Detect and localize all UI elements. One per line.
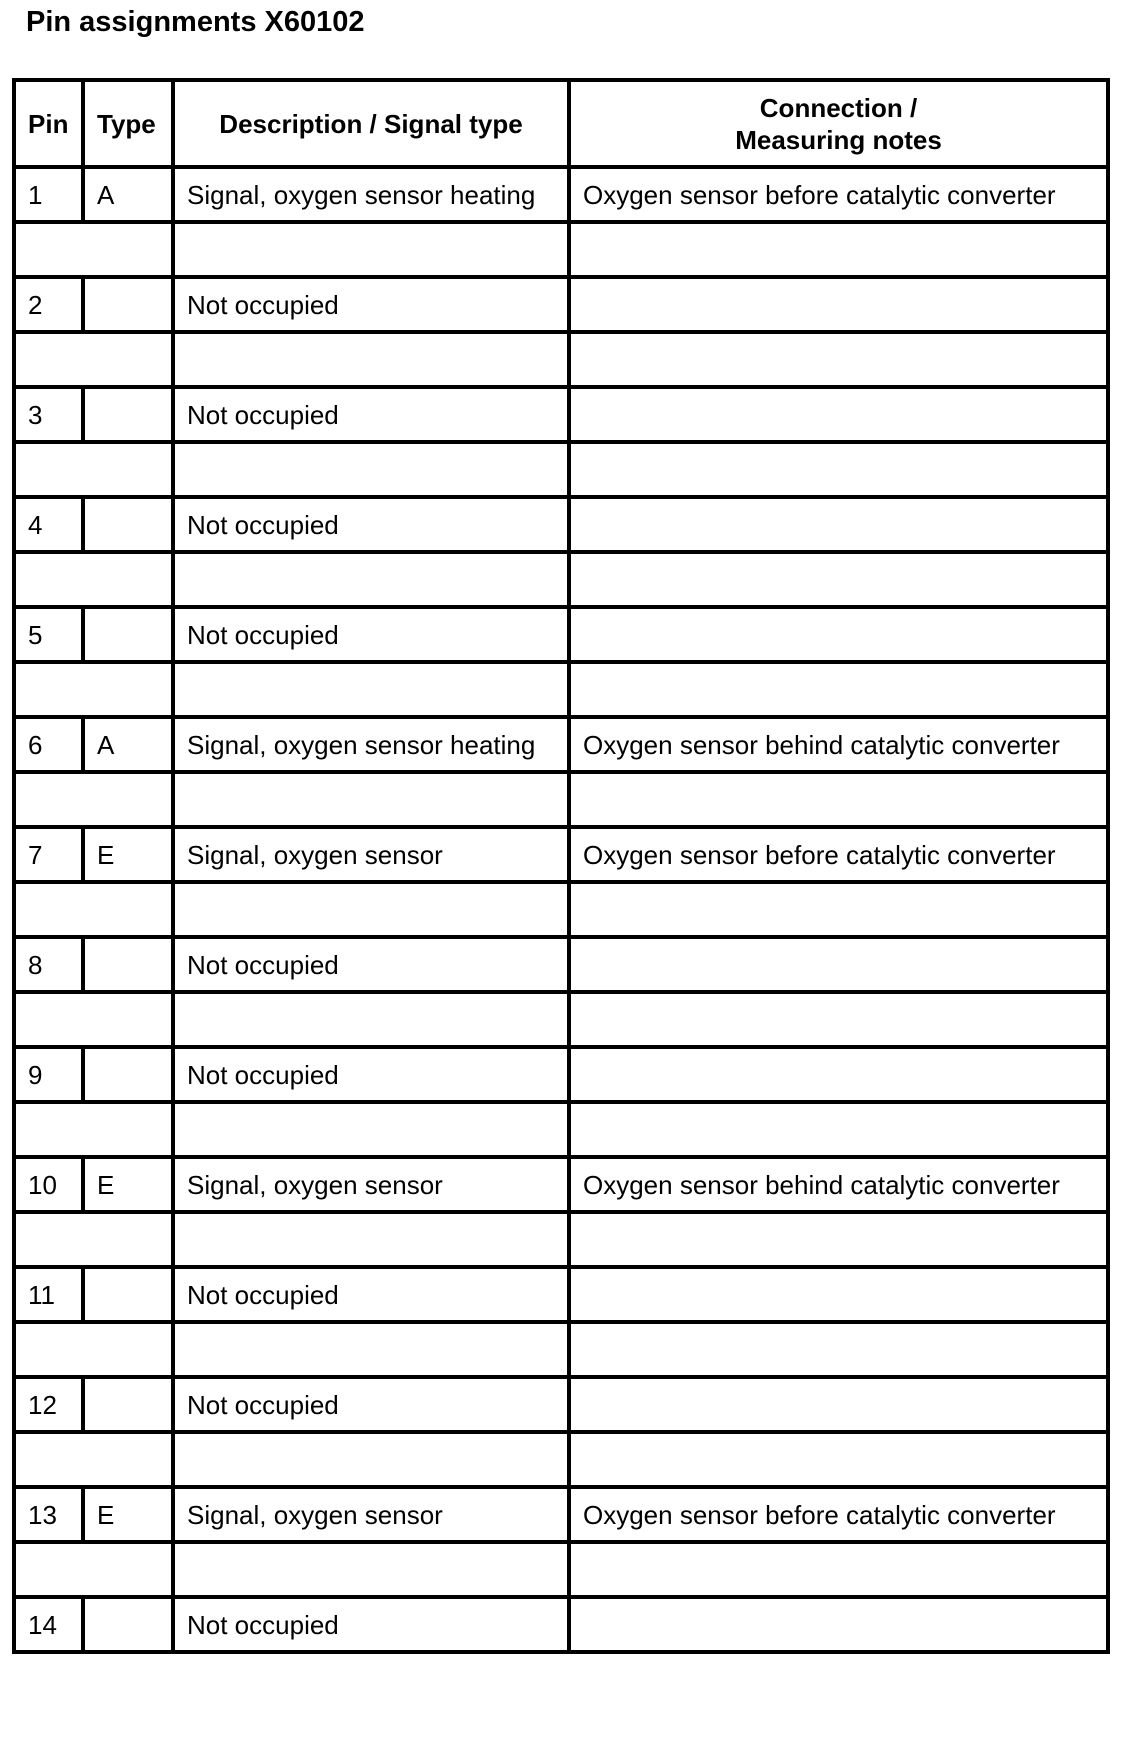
spacer-cell <box>14 992 173 1047</box>
connection-cell <box>569 607 1108 662</box>
pin-cell: 3 <box>14 387 83 442</box>
description-cell: Not occupied <box>173 1267 569 1322</box>
pin-cell: 4 <box>14 497 83 552</box>
table-row <box>14 167 1108 222</box>
pin-cell: 6 <box>14 717 83 772</box>
table-row <box>14 277 1108 332</box>
connection-cell: Oxygen sensor before catalytic converter <box>569 1487 1108 1542</box>
description-cell: Not occupied <box>173 937 569 992</box>
type-cell <box>83 1047 173 1102</box>
spacer-cell <box>569 1432 1108 1487</box>
table-row <box>14 1597 1108 1652</box>
type-cell: A <box>83 717 173 772</box>
spacer-row <box>14 1542 1108 1597</box>
type-cell <box>83 1597 173 1652</box>
spacer-row <box>14 992 1108 1047</box>
spacer-row <box>14 772 1108 827</box>
spacer-cell <box>569 1542 1108 1597</box>
type-cell <box>83 1267 173 1322</box>
type-cell <box>83 937 173 992</box>
spacer-cell <box>173 552 569 607</box>
connection-cell <box>569 1047 1108 1102</box>
connection-cell: Oxygen sensor before catalytic converter <box>569 167 1108 222</box>
spacer-cell <box>14 662 173 717</box>
spacer-row <box>14 662 1108 717</box>
connection-cell <box>569 1267 1108 1322</box>
type-cell: E <box>83 827 173 882</box>
pin-cell: 11 <box>14 1267 83 1322</box>
spacer-cell <box>14 1102 173 1157</box>
spacer-row <box>14 1432 1108 1487</box>
spacer-cell <box>173 332 569 387</box>
spacer-cell <box>173 1322 569 1377</box>
description-cell: Signal, oxygen sensor <box>173 1157 569 1212</box>
spacer-cell <box>569 552 1108 607</box>
type-cell <box>83 607 173 662</box>
spacer-cell <box>173 1102 569 1157</box>
pin-cell: 8 <box>14 937 83 992</box>
spacer-cell <box>569 882 1108 937</box>
spacer-cell <box>14 442 173 497</box>
spacer-cell <box>569 222 1108 277</box>
type-cell: E <box>83 1487 173 1542</box>
pin-cell: 9 <box>14 1047 83 1102</box>
spacer-cell <box>173 772 569 827</box>
spacer-row <box>14 1212 1108 1267</box>
spacer-cell <box>173 1212 569 1267</box>
header-connection-line1: Connection / <box>759 92 918 123</box>
connection-cell: Oxygen sensor before catalytic converter <box>569 827 1108 882</box>
spacer-cell <box>14 1322 173 1377</box>
pin-cell: 7 <box>14 827 83 882</box>
pin-cell: 5 <box>14 607 83 662</box>
spacer-row <box>14 442 1108 497</box>
table-header-row <box>14 80 1108 167</box>
pin-cell: 12 <box>14 1377 83 1432</box>
description-cell: Signal, oxygen sensor heating <box>173 167 569 222</box>
table-body <box>14 167 1108 1652</box>
table-row <box>14 607 1108 662</box>
description-cell: Signal, oxygen sensor <box>173 1487 569 1542</box>
header-description: Description / Signal type <box>173 80 569 167</box>
spacer-cell <box>569 662 1108 717</box>
table-row <box>14 1157 1108 1212</box>
description-cell: Not occupied <box>173 277 569 332</box>
spacer-row <box>14 1102 1108 1157</box>
spacer-row <box>14 882 1108 937</box>
spacer-row <box>14 552 1108 607</box>
spacer-cell <box>173 662 569 717</box>
pin-cell: 10 <box>14 1157 83 1212</box>
pin-cell: 13 <box>14 1487 83 1542</box>
header-pin: Pin <box>14 80 83 167</box>
table-row <box>14 497 1108 552</box>
type-cell <box>83 277 173 332</box>
table-row <box>14 1487 1108 1542</box>
table-row <box>14 1377 1108 1432</box>
table-row <box>14 1267 1108 1322</box>
description-cell: Not occupied <box>173 607 569 662</box>
connection-cell: Oxygen sensor behind catalytic converter <box>569 717 1108 772</box>
description-cell: Not occupied <box>173 1597 569 1652</box>
connection-cell <box>569 387 1108 442</box>
spacer-row <box>14 332 1108 387</box>
description-cell: Not occupied <box>173 1047 569 1102</box>
pin-assignment-table <box>12 78 1110 1654</box>
description-cell: Not occupied <box>173 497 569 552</box>
spacer-cell <box>173 222 569 277</box>
spacer-cell <box>569 1102 1108 1157</box>
page-title: Pin assignments X60102 <box>26 6 365 38</box>
table-row <box>14 387 1108 442</box>
table-row <box>14 827 1108 882</box>
table-row <box>14 1047 1108 1102</box>
connection-cell <box>569 1597 1108 1652</box>
table-row <box>14 937 1108 992</box>
connection-cell <box>569 277 1108 332</box>
spacer-cell <box>14 882 173 937</box>
spacer-cell <box>173 1432 569 1487</box>
spacer-cell <box>569 332 1108 387</box>
spacer-cell <box>569 1322 1108 1377</box>
spacer-cell <box>173 992 569 1047</box>
connection-cell <box>569 1377 1108 1432</box>
spacer-cell <box>14 552 173 607</box>
pin-cell: 2 <box>14 277 83 332</box>
spacer-cell <box>173 442 569 497</box>
description-cell: Not occupied <box>173 387 569 442</box>
description-cell: Signal, oxygen sensor heating <box>173 717 569 772</box>
header-type: Type <box>83 80 173 167</box>
spacer-cell <box>173 1542 569 1597</box>
type-cell <box>83 387 173 442</box>
header-connection-line2: Measuring notes <box>735 124 942 155</box>
spacer-cell <box>14 222 173 277</box>
table-row <box>14 717 1108 772</box>
spacer-cell <box>173 882 569 937</box>
spacer-cell <box>14 1432 173 1487</box>
spacer-cell <box>14 772 173 827</box>
spacer-cell <box>569 442 1108 497</box>
connection-cell <box>569 937 1108 992</box>
description-cell: Not occupied <box>173 1377 569 1432</box>
type-cell: E <box>83 1157 173 1212</box>
pin-cell: 14 <box>14 1597 83 1652</box>
spacer-row <box>14 222 1108 277</box>
spacer-cell <box>569 772 1108 827</box>
spacer-cell <box>14 1212 173 1267</box>
connection-cell <box>569 497 1108 552</box>
pin-cell: 1 <box>14 167 83 222</box>
connection-cell: Oxygen sensor behind catalytic converter <box>569 1157 1108 1212</box>
header-connection <box>569 80 1108 167</box>
spacer-cell <box>569 1212 1108 1267</box>
type-cell <box>83 497 173 552</box>
spacer-row <box>14 1322 1108 1377</box>
spacer-cell <box>569 992 1108 1047</box>
type-cell <box>83 1377 173 1432</box>
description-cell: Signal, oxygen sensor <box>173 827 569 882</box>
spacer-cell <box>14 1542 173 1597</box>
spacer-cell <box>14 332 173 387</box>
type-cell: A <box>83 167 173 222</box>
